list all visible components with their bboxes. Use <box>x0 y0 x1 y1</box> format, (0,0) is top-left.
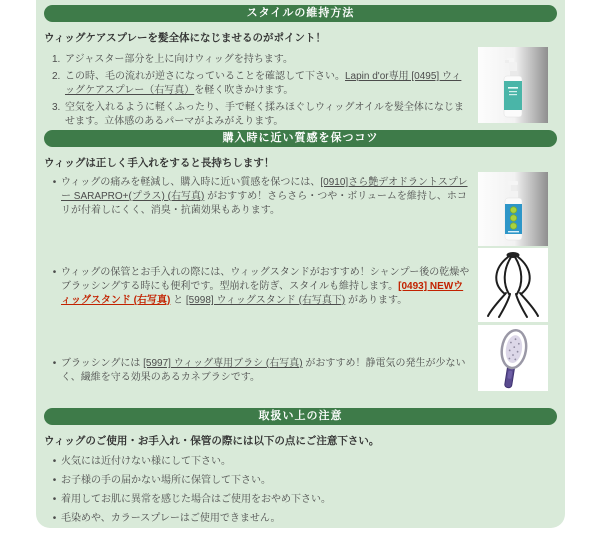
care-spray-image[interactable] <box>478 47 548 123</box>
bullet-text-post: があります。 <box>345 295 408 306</box>
bullet-marker: • <box>52 177 57 188</box>
step-text-post: を軽く吹きかけます。 <box>194 85 294 96</box>
caution-item <box>48 494 547 506</box>
caution-text: 火気には近付けない様にして下さい。 <box>61 456 231 467</box>
bullet-text-mid: と <box>170 295 186 306</box>
bullet-marker: • <box>52 475 57 486</box>
bullet-text-post: がおすすめ！静電気の発生が少ないく、繊維を守る効果のあるカネブラシです。 <box>61 358 466 383</box>
step-number: 2. <box>52 71 61 82</box>
step-item-3 <box>52 101 471 129</box>
wig-stand-link[interactable]: [5998] ウィッグスタンド (右写真下) <box>185 295 346 306</box>
caution-text: 着用してお肌に異常を感じた場合はご使用をおやめ下さい。 <box>61 494 331 505</box>
step-text-pre: この時、毛の流れが逆さになっていることを確認して下さい。 <box>65 71 345 82</box>
spray-bottle-blue-icon <box>478 172 548 246</box>
caution-item <box>48 513 547 525</box>
texture-tips-list <box>48 176 471 385</box>
care-spray-link[interactable]: Lapin d'or専用 [0495] ウィッグケアスプレー（右写真） <box>65 71 462 96</box>
bullet-text-pre: ウィッグの痛みを軽減し、購入時に近い質感を保つには、 <box>61 177 321 188</box>
wig-brush-link[interactable]: [5997] ウィッグ専用ブラシ (右写真) <box>143 358 303 369</box>
caution-item <box>48 456 547 468</box>
section-header-style-maintenance: スタイルの維持方法 <box>44 5 557 22</box>
list-item-wig-brush <box>48 357 471 385</box>
bullet-marker: • <box>52 494 57 505</box>
step-text <box>65 70 471 98</box>
bullet-marker: • <box>52 267 57 278</box>
bullet-marker: • <box>52 456 57 467</box>
bullet-text-post: がおすすめ！さらさら・つや・ボリュームを維持し、ホコリが付着しにくく、消臭・抗菌効果もあります。 <box>61 191 467 216</box>
bullet-text-pre: ブラッシングには <box>61 358 144 369</box>
section-header-handling-cautions: 取扱い上の注意 <box>44 408 557 425</box>
section-lead-style-maintenance: ウィッグケアスプレーを髪全体になじませるのがポイント！ <box>44 32 327 44</box>
caution-item <box>48 475 547 487</box>
deodorant-spray-link[interactable]: [0910]さら艶デオドラントスプレー SARAPRO+(プラス) (右写真) <box>61 177 468 202</box>
spray-bottle-teal-icon <box>478 47 548 123</box>
wig-care-panel <box>36 0 565 528</box>
caution-text: 毛染めや、カラースプレーはご使用できません。 <box>61 513 281 524</box>
bullet-text-pre: ウィッグの保管とお手入れの際には、ウィッグスタンドがおすすめ！シャンプー後の乾燥やブラッシングする時にも便利です。型崩れを防ぎ、スタイルも維持します。 <box>61 267 470 292</box>
list-item-deodorant-spray <box>48 176 471 218</box>
bullet-marker: • <box>52 358 57 369</box>
section-lead-handling-cautions: ウィッグのご使用・お手入れ・保管の際には以下の点にご注意下さい。 <box>44 435 380 447</box>
section-handling-cautions <box>44 408 557 528</box>
step-item-2 <box>52 70 471 98</box>
section-lead-texture-tips: ウィッグは正しく手入れをすると長持ちします！ <box>44 157 275 169</box>
new-wig-stand-link[interactable]: [0493] NEWウィッグスタンド (右写真) <box>61 281 464 306</box>
bullet-marker: • <box>52 513 57 524</box>
wig-stand-image[interactable] <box>478 248 548 322</box>
style-maintenance-steps <box>52 53 471 129</box>
wig-brush-icon <box>478 325 548 391</box>
deodorant-spray-image[interactable] <box>478 172 548 246</box>
wig-brush-image[interactable] <box>478 325 548 391</box>
wig-stand-icon <box>478 248 548 322</box>
caution-text: お子様の手の届かない場所に保管して下さい。 <box>61 475 271 486</box>
step-number: 1. <box>52 54 61 65</box>
list-item-wig-stand <box>48 266 471 308</box>
step-text: アジャスター部分を上に向けウィッグを持ちます。 <box>65 54 293 65</box>
step-text: 空気を入れるように軽くふったり、手で軽く揉みほぐしウィッグオイルを髪全体になじませます。立体感のあるパーマがよみがえります。 <box>65 102 464 127</box>
step-number: 3. <box>52 102 61 113</box>
section-header-texture-tips: 購入時に近い質感を保つコツ <box>44 130 557 147</box>
step-item-1 <box>52 53 471 67</box>
handling-cautions-list <box>48 456 547 525</box>
